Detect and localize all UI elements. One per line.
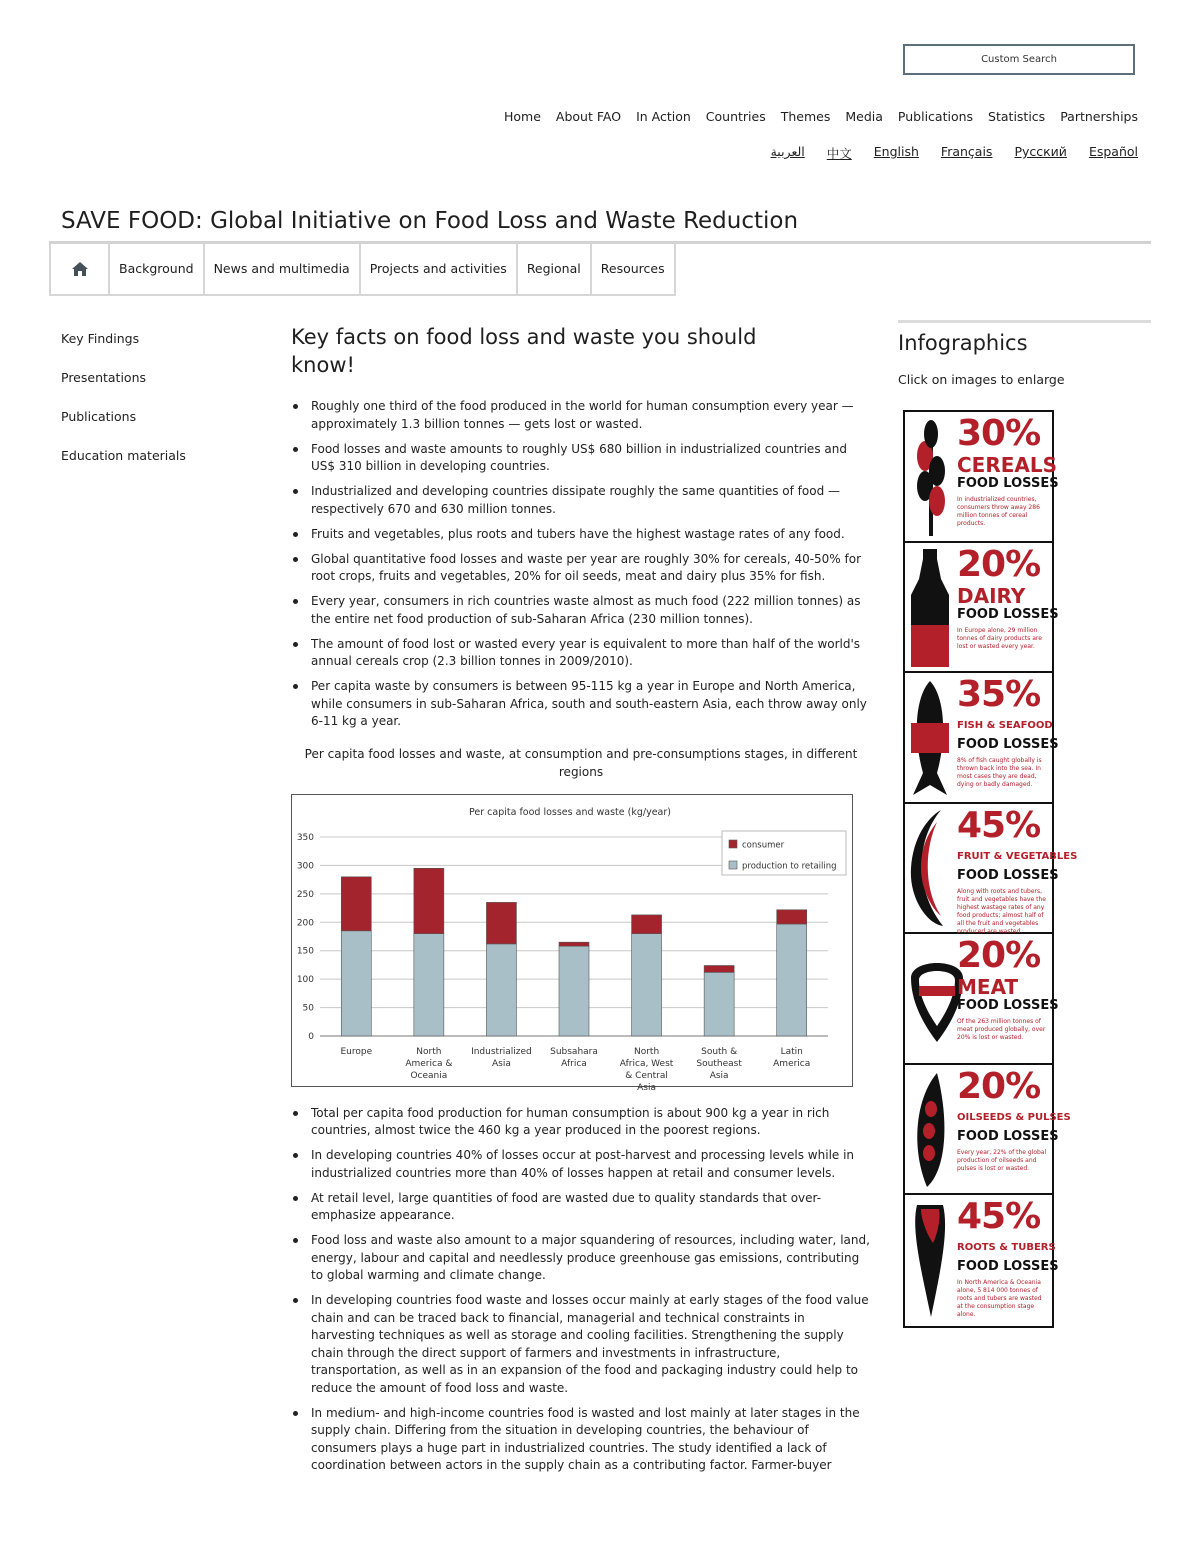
infographics-hint: Click on images to enlarge xyxy=(898,372,1065,387)
y-tick-label: 300 xyxy=(296,860,314,871)
y-tick-label: 250 xyxy=(296,889,314,900)
list-item: In medium- and high-income countries food is wasted and lost mainly at later stages in the supply chain. Differing from the situation in developing countries, the behaviour of consumers plays a huge part in industrialized countries. The study identified a lack of coordination between actors in the supply chain as a contributing factor. Farmer-buyer xyxy=(291,1405,871,1475)
list-item: Food losses and waste amounts to roughly US$ 680 billion in industrialized countries and US$ 310 billion in developing countries. xyxy=(291,441,871,476)
top-nav-home[interactable]: Home xyxy=(503,109,541,124)
bar-segment xyxy=(632,933,662,1035)
x-tick-label: Oceania xyxy=(410,1070,448,1081)
legend-label: consumer xyxy=(742,840,785,850)
infographic-category: DAIRY xyxy=(957,583,1026,608)
top-nav-countries[interactable]: Countries xyxy=(705,109,766,124)
x-tick-label: Africa xyxy=(561,1058,587,1069)
top-nav-in-action[interactable]: In Action xyxy=(636,109,691,124)
top-nav-publications[interactable]: Publications xyxy=(897,109,974,124)
list-item: In developing countries food waste and losses occur mainly at early stages of the food value chain and can be traced back to financial, managerial and technical constraints in harvesting techniques as well as storage and cooling facilities. Strengthening the supply chain through the direct support of farmers and investments in infrastructure, transportation, as well as in an expansion of the food and packaging industry could help to reduce the amount of food loss and waste. xyxy=(291,1292,871,1397)
lang-english[interactable]: English xyxy=(873,144,919,159)
y-tick-label: 100 xyxy=(296,974,314,985)
x-tick-label: Africa, West xyxy=(619,1058,674,1069)
infographic-label: FOOD LOSSES xyxy=(957,1259,1059,1274)
y-tick-label: 350 xyxy=(296,832,314,843)
infographic-category: CEREALS xyxy=(957,453,1058,477)
section-nav xyxy=(49,243,676,296)
legend-swatch xyxy=(729,861,737,869)
home-icon xyxy=(71,261,89,277)
x-tick-label: Asia xyxy=(637,1082,657,1093)
x-tick-label: & Central xyxy=(625,1070,668,1081)
list-item: At retail level, large quantities of food are wasted due to quality standards that over-emphasize appearance. xyxy=(291,1190,871,1225)
section-nav-home[interactable] xyxy=(51,243,110,294)
infographic-label: FOOD LOSSES xyxy=(957,867,1059,883)
fact-list-2 xyxy=(291,1105,871,1475)
list-item: Fruits and vegetables, plus roots and tubers have the highest wastage rates of any food. xyxy=(291,526,871,544)
lang-french[interactable]: Français xyxy=(940,144,993,159)
legend-swatch xyxy=(729,840,737,848)
infographic-oilseeds-pulses[interactable] xyxy=(905,1065,1071,1196)
bar-segment xyxy=(486,943,516,1035)
left-nav xyxy=(61,331,186,487)
bar-segment xyxy=(704,972,734,1036)
bar-segment xyxy=(414,868,444,933)
root-icon xyxy=(907,1199,953,1321)
top-nav-themes[interactable]: Themes xyxy=(780,109,831,124)
top-nav xyxy=(504,109,1138,124)
list-item: Food loss and waste also amount to a major squandering of resources, including water, land, energy, labour and capital and needlessly produce greenhouse gas emissions, contributing to global warming and climate change. xyxy=(291,1232,871,1285)
infographic-label: FOOD LOSSES xyxy=(957,1128,1059,1144)
y-tick-label: 200 xyxy=(296,917,314,928)
x-tick-label: Subsahara xyxy=(550,1046,598,1057)
bar-segment xyxy=(559,942,589,946)
left-nav-key-findings[interactable]: Key Findings xyxy=(61,331,140,346)
search-input[interactable]: Custom Search xyxy=(903,44,1135,75)
infographic-note: In industrialized countries, consumers throw away 286 million tonnes of cereal products. xyxy=(957,496,1040,527)
bar-segment xyxy=(341,876,371,930)
tab-regional[interactable]: Regional xyxy=(518,243,592,294)
list-item: Industrialized and developing countries dissipate roughly the same quantities of food — respectively 670 and 630 million tonnes. xyxy=(291,483,871,518)
list-item: Every year, consumers in rich countries waste almost as much food (222 million tonnes) as the entire net food production of sub-Saharan Africa (230 million tonnes). xyxy=(291,593,871,628)
language-nav xyxy=(771,144,1138,162)
tab-projects-and-activities[interactable]: Projects and activities xyxy=(361,243,518,294)
sidebar-divider xyxy=(898,320,1151,323)
list-item: In developing countries 40% of losses occur at post-harvest and processing levels while in industrialized countries more than 40% of losses happen at retail and consumer levels. xyxy=(291,1147,871,1182)
list-item: Roughly one third of the food produced in the world for human consumption every year — approximately 1.3 billion tonnes — gets lost or wasted. xyxy=(291,398,871,433)
infographic-stack xyxy=(903,410,1078,1328)
x-tick-label: Latin xyxy=(780,1046,803,1057)
infographic-percent: 20% xyxy=(957,543,1041,585)
infographic-category: OILSEEDS & PULSES xyxy=(957,1111,1071,1123)
main-content xyxy=(291,323,871,1482)
peapod-icon xyxy=(907,1069,953,1191)
infographic-percent: 20% xyxy=(957,1065,1041,1107)
infographic-percent: 45% xyxy=(957,804,1041,846)
x-tick-label: Industrialized xyxy=(471,1046,532,1057)
bar-segment xyxy=(704,965,734,972)
infographic-label: FOOD LOSSES xyxy=(957,606,1059,622)
milk-bottle-icon xyxy=(907,547,953,669)
list-item: Per capita waste by consumers is between 95-115 kg a year in Europe and North America, while consumers in sub-Saharan Africa, south and south-eastern Asia, each throw away only 6-11 kg a year. xyxy=(291,678,871,731)
infographic-category: ROOTS & TUBERS xyxy=(957,1242,1056,1253)
top-nav-statistics[interactable]: Statistics xyxy=(988,109,1046,124)
bar-segment xyxy=(414,933,444,1035)
infographic-note: Of the 263 million tonnes of meat produced globally, over 20% is lost or wasted. xyxy=(957,1018,1046,1041)
chart-title: Per capita food losses and waste (kg/year) xyxy=(469,806,671,818)
list-item: Global quantitative food losses and waste per year are roughly 30% for cereals, 40-50% for root crops, fruits and vegetables, 20% for oil seeds, meat and dairy plus 35% for fish. xyxy=(291,551,871,586)
bar-segment xyxy=(632,914,662,933)
top-nav-partnerships[interactable]: Partnerships xyxy=(1060,109,1138,124)
infographic-fish[interactable] xyxy=(905,673,1059,804)
x-tick-label: America & xyxy=(405,1058,453,1069)
bar-segment xyxy=(341,930,371,1035)
infographic-label: FOOD LOSSES xyxy=(957,998,1059,1013)
infographic-category: FRUIT & VEGETABLES xyxy=(957,850,1078,862)
infographic-fruit-vegetables[interactable] xyxy=(905,804,1078,935)
infographic-cereals[interactable] xyxy=(905,412,1059,543)
top-nav-about-fao[interactable]: About FAO xyxy=(555,109,622,124)
x-tick-label: Asia xyxy=(709,1070,729,1081)
lang-arabic[interactable]: العربية xyxy=(770,144,805,159)
bar-segment xyxy=(777,923,807,1035)
top-nav-media[interactable]: Media xyxy=(845,109,883,124)
infographic-note: Every year, 22% of the global production of oilseeds and pulses is lost or wasted. xyxy=(957,1148,1047,1172)
fact-list xyxy=(291,398,871,731)
x-tick-label: Asia xyxy=(491,1058,511,1069)
infographic-note: In North America & Oceania alone, 5 814 000 tonnes of roots and tubers are wasted at the consumption stage alone. xyxy=(957,1279,1042,1318)
infographic-label: FOOD LOSSES xyxy=(957,737,1059,752)
bar-segment xyxy=(777,909,807,923)
x-tick-label: Europe xyxy=(340,1046,373,1057)
bar-segment xyxy=(486,902,516,944)
legend-label: production to retailing xyxy=(742,861,837,871)
lang-spanish[interactable]: Español xyxy=(1088,144,1138,159)
infographic-percent: 30% xyxy=(957,413,1041,454)
x-tick-label: America xyxy=(773,1058,811,1069)
list-item: Total per capita food production for human consumption is about 900 kg a year in rich countries, almost twice the 460 kg a year produced in the poorest regions. xyxy=(291,1105,871,1140)
infographics-sidebar xyxy=(898,320,1151,1318)
fish-icon xyxy=(907,677,953,799)
infographic-percent: 45% xyxy=(957,1196,1041,1237)
left-nav-education-materials[interactable]: Education materials xyxy=(61,448,186,463)
infographic-meat[interactable] xyxy=(905,934,1059,1065)
y-tick-label: 50 xyxy=(302,1003,314,1014)
lang-chinese[interactable]: 中文 xyxy=(826,146,852,161)
infographic-note: In Europe alone, 29 million tonnes of dairy products are lost or wasted every year. xyxy=(957,626,1042,650)
infographic-note: 8% of fish caught globally is thrown back into the sea. In most cases they are dead, dying or badly damaged. xyxy=(957,757,1042,788)
bar-segment xyxy=(559,946,589,1036)
infographic-percent: 35% xyxy=(957,674,1041,715)
x-tick-label: North xyxy=(416,1046,442,1057)
infographic-percent: 20% xyxy=(957,935,1041,976)
tab-background[interactable]: Background xyxy=(110,243,205,294)
chart-caption: Per capita food losses and waste, at consumption and pre-consumptions stages, in different regions xyxy=(304,746,858,779)
y-tick-label: 0 xyxy=(308,1031,314,1042)
page-title: SAVE FOOD: Global Initiative on Food Loss and Waste Reduction xyxy=(61,208,799,234)
infographic-dairy[interactable] xyxy=(905,543,1059,674)
wheat-icon xyxy=(907,416,953,538)
chart-svg xyxy=(292,795,852,1093)
lang-russian[interactable]: Русский xyxy=(1014,144,1067,159)
list-item: The amount of food lost or wasted every year is equivalent to more than half of the world's annual cereals crop (2.3 billion tonnes in 2009/2010). xyxy=(291,636,871,671)
infographic-roots-tubers[interactable] xyxy=(905,1195,1059,1326)
left-nav-publications[interactable]: Publications xyxy=(61,409,137,424)
tab-news-and-multimedia[interactable]: News and multimedia xyxy=(205,243,361,294)
tab-resources[interactable]: Resources xyxy=(600,261,665,276)
food-loss-chart[interactable] xyxy=(291,794,853,1093)
y-tick-label: 150 xyxy=(296,946,314,957)
x-tick-label: Southeast xyxy=(696,1058,742,1069)
infographic-category: FISH & SEAFOOD xyxy=(957,720,1053,731)
banana-icon xyxy=(907,808,953,930)
infographic-label: FOOD LOSSES xyxy=(957,476,1059,491)
infographics-heading: Infographics xyxy=(898,331,1028,355)
infographic-category: MEAT xyxy=(957,975,1019,999)
infographic-note: Along with roots and tubers, fruit and vegetables have the highest wastage rates of any food products; almost half of all the fruit and vegetables produced are wasted. xyxy=(957,887,1046,935)
left-nav-presentations[interactable]: Presentations xyxy=(61,370,147,385)
x-tick-label: South & xyxy=(701,1046,738,1057)
x-tick-label: North xyxy=(633,1046,660,1057)
content-heading: Key facts on food loss and waste you should know! xyxy=(291,325,757,377)
